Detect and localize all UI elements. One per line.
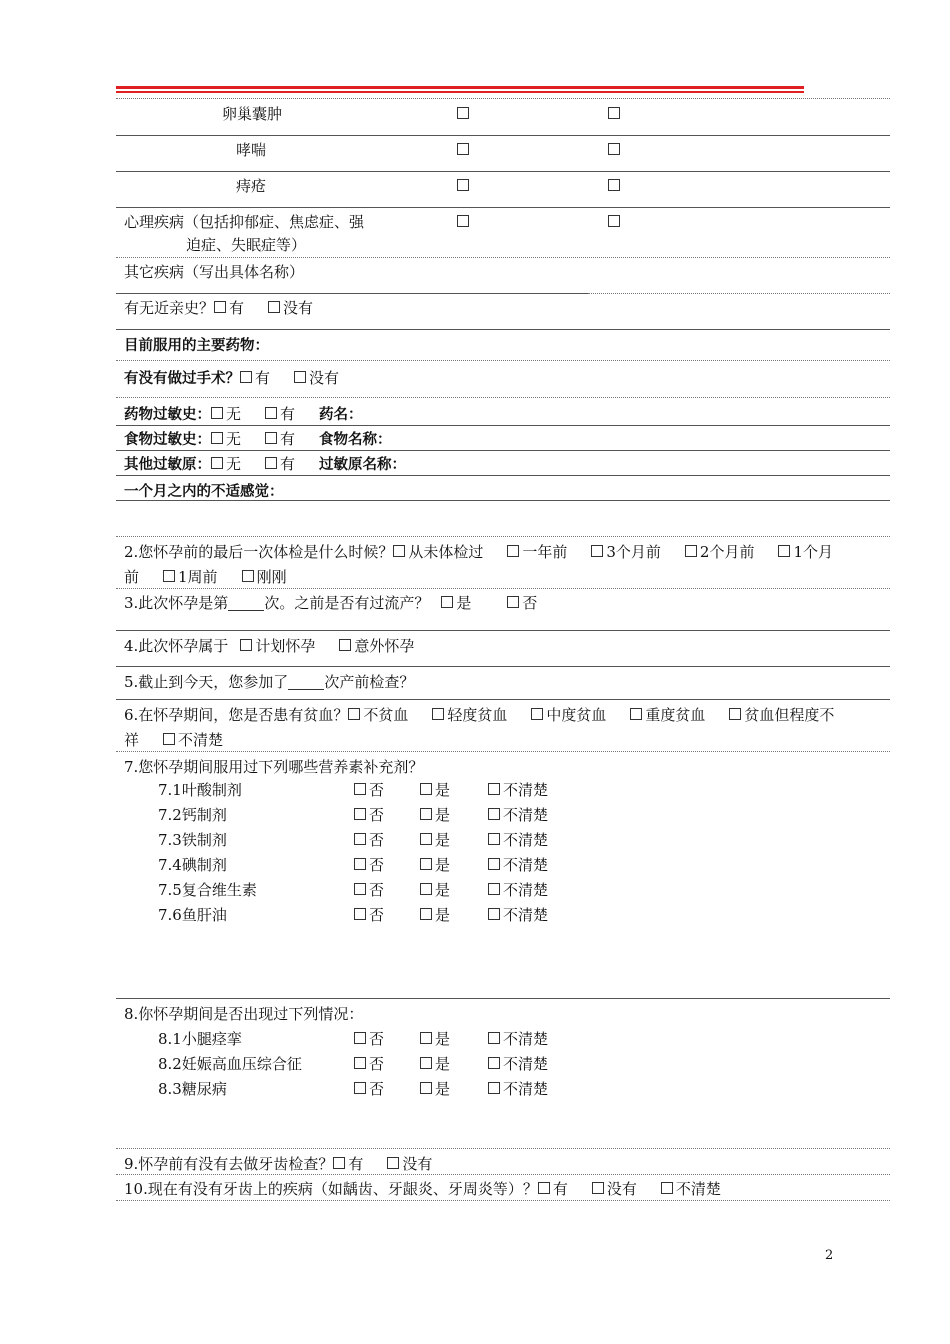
checkbox[interactable] — [265, 432, 277, 444]
allergy-row — [124, 428, 392, 449]
row-divider — [116, 699, 890, 700]
checkbox[interactable] — [507, 545, 519, 557]
question-text: 2.您怀孕前的最后一次体检是什么时候？ — [124, 543, 394, 561]
question-text: 5.截止到今天，您参加了 — [124, 673, 289, 691]
checkbox[interactable] — [211, 407, 223, 419]
medication-label: 目前服用的主要药物： — [124, 338, 269, 354]
disease-name: 心理疾病（包括抑郁症、焦虑症、强 — [124, 213, 365, 231]
option-label: 否 — [369, 1055, 385, 1073]
question-4 — [124, 635, 414, 656]
surgery-label: 有没有做过手术？ — [124, 371, 240, 387]
checkbox[interactable] — [538, 1182, 550, 1194]
option-label: 不清楚 — [503, 1030, 549, 1048]
checkbox[interactable] — [265, 457, 277, 469]
option-label: 有 — [280, 430, 296, 448]
row-divider — [116, 751, 890, 752]
option-label: 不清楚 — [178, 731, 224, 749]
option-label: 不清楚 — [503, 831, 549, 849]
answer-option[interactable] — [488, 804, 548, 825]
answer-option[interactable] — [354, 1053, 384, 1074]
row-divider — [116, 397, 890, 398]
answer-option[interactable] — [420, 879, 450, 900]
option-label: 没有 — [402, 1155, 433, 1173]
row-divider — [116, 588, 890, 589]
consanguinity-label: 有无近亲史？ — [124, 299, 215, 317]
question-text: 6.在怀孕期间，您是否患有贫血？ — [124, 706, 349, 724]
checkbox[interactable] — [488, 858, 500, 870]
option-label: 否 — [369, 781, 385, 799]
checkbox[interactable] — [729, 708, 741, 720]
allergy-label: 食物过敏史： — [124, 432, 211, 448]
answer-option[interactable] — [488, 1028, 548, 1049]
option-label: 否 — [369, 856, 385, 874]
question-text: 祥 — [124, 731, 140, 749]
question-text: 9.怀孕前有没有去做牙齿检查？ — [124, 1155, 334, 1173]
option-label: 否 — [369, 1030, 385, 1048]
page-number: 2 — [825, 1248, 834, 1263]
consanguinity-row — [124, 297, 313, 318]
checkbox[interactable] — [778, 545, 790, 557]
option-label: 有 — [255, 369, 271, 387]
option-label: 无 — [226, 430, 242, 448]
checkbox[interactable] — [441, 596, 453, 608]
item-label: 8.3糖尿病 — [158, 1080, 227, 1098]
option-label: 中度贫血 — [546, 706, 607, 724]
checkbox[interactable] — [354, 783, 366, 795]
answer-option[interactable] — [420, 1053, 450, 1074]
question-8-text: 8.你怀孕期间是否出现过下列情况： — [124, 1005, 364, 1023]
option-label: 是 — [435, 1080, 451, 1098]
option-label: 刚刚 — [256, 568, 287, 586]
row-divider — [116, 171, 890, 172]
option-label: 2个月前 — [699, 543, 755, 561]
answer-option[interactable] — [488, 1078, 548, 1099]
checkbox[interactable] — [354, 858, 366, 870]
option-label: 是 — [435, 906, 451, 924]
option-label: 有 — [280, 455, 296, 473]
option-label: 没有 — [606, 1180, 637, 1198]
checkbox[interactable] — [608, 143, 620, 155]
question-9 — [124, 1153, 432, 1174]
checkbox[interactable] — [240, 371, 252, 383]
checkbox[interactable] — [608, 215, 620, 227]
question-2-line2 — [124, 566, 287, 587]
checkbox[interactable] — [457, 179, 469, 191]
checkbox[interactable] — [420, 808, 432, 820]
option-label: 重度贫血 — [645, 706, 706, 724]
checkbox[interactable] — [354, 1082, 366, 1094]
option-label: 计划怀孕 — [255, 637, 316, 655]
row-divider — [116, 666, 890, 667]
option-label: 是 — [456, 594, 472, 612]
allergy-label: 药物过敏史： — [124, 407, 211, 423]
checkbox[interactable] — [163, 570, 175, 582]
answer-option[interactable] — [420, 1078, 450, 1099]
checkbox[interactable] — [393, 545, 405, 557]
option-label: 否 — [369, 831, 385, 849]
option-label: 否 — [369, 906, 385, 924]
checkbox[interactable] — [432, 708, 444, 720]
checkbox[interactable] — [488, 908, 500, 920]
checkbox[interactable] — [294, 371, 306, 383]
row-divider — [116, 998, 890, 999]
checkbox[interactable] — [420, 1082, 432, 1094]
header-rule-thick — [116, 86, 804, 89]
answer-option[interactable] — [488, 1053, 548, 1074]
disease-name: 卵巢囊肿 — [222, 105, 283, 123]
answer-option[interactable] — [420, 904, 450, 925]
option-label: 从未体检过 — [408, 543, 484, 561]
row-divider — [116, 1200, 890, 1201]
checkbox[interactable] — [420, 883, 432, 895]
question-text: 前 — [124, 568, 140, 586]
answer-option[interactable] — [354, 829, 384, 850]
option-label: 是 — [435, 1030, 451, 1048]
allergy-name-label: 药名： — [319, 407, 363, 423]
answer-option[interactable] — [420, 1028, 450, 1049]
question-6 — [124, 704, 834, 725]
disease-name: 痔疮 — [236, 177, 267, 195]
checkbox[interactable] — [214, 301, 226, 313]
option-label: 是 — [435, 781, 451, 799]
option-label: 是 — [435, 831, 451, 849]
checkbox[interactable] — [211, 457, 223, 469]
option-label: 是 — [435, 856, 451, 874]
answer-option[interactable] — [488, 879, 548, 900]
question-text: 次。之前是否有过流产？ — [264, 594, 430, 612]
allergy-name-label: 食物名称： — [319, 432, 392, 448]
option-label: 有 — [280, 405, 296, 423]
option-label: 无 — [226, 455, 242, 473]
answer-option[interactable] — [488, 829, 548, 850]
option-label: 没有 — [283, 299, 314, 317]
discomfort-label: 一个月之内的不适感觉： — [124, 484, 284, 500]
checkbox[interactable] — [354, 808, 366, 820]
row-divider — [116, 425, 890, 426]
checkbox[interactable] — [420, 908, 432, 920]
option-label: 不清楚 — [503, 856, 549, 874]
checkbox[interactable] — [163, 733, 175, 745]
row-divider — [116, 536, 890, 537]
disease-name: 哮喘 — [236, 141, 267, 159]
answer-option[interactable] — [420, 779, 450, 800]
option-label: 否 — [522, 594, 538, 612]
option-label: 有 — [348, 1155, 364, 1173]
checkbox[interactable] — [420, 858, 432, 870]
question-2 — [124, 541, 833, 562]
item-label: 7.5复合维生素 — [158, 881, 257, 899]
row-divider — [116, 450, 890, 451]
checkbox[interactable] — [420, 783, 432, 795]
question-5 — [124, 671, 414, 692]
allergy-row — [124, 403, 363, 424]
surgery-row — [124, 367, 339, 388]
allergy-row — [124, 453, 406, 474]
option-label: 轻度贫血 — [447, 706, 508, 724]
row-divider — [116, 135, 890, 136]
checkbox[interactable] — [420, 1032, 432, 1044]
answer-option[interactable] — [488, 854, 548, 875]
option-label: 不清楚 — [503, 881, 549, 899]
checkbox[interactable] — [457, 107, 469, 119]
option-label: 否 — [369, 1080, 385, 1098]
item-label: 7.2钙制剂 — [158, 806, 227, 824]
answer-option[interactable] — [420, 854, 450, 875]
checkbox[interactable] — [630, 708, 642, 720]
option-label: 是 — [435, 1055, 451, 1073]
checkbox[interactable] — [387, 1157, 399, 1169]
answer-option[interactable] — [420, 829, 450, 850]
count-blank[interactable] — [228, 596, 264, 611]
answer-option[interactable] — [354, 779, 384, 800]
checkbox[interactable] — [354, 833, 366, 845]
option-label: 不清楚 — [503, 781, 549, 799]
row-divider — [116, 98, 890, 99]
option-label: 一年前 — [522, 543, 568, 561]
checkbox[interactable] — [591, 545, 603, 557]
option-label: 不清楚 — [675, 1180, 721, 1198]
row-divider — [116, 630, 890, 631]
option-label: 不贫血 — [363, 706, 409, 724]
answer-option[interactable] — [488, 904, 548, 925]
count-blank[interactable] — [288, 675, 324, 690]
question-7-text: 7.您怀孕期间服用过下列哪些营养素补充剂？ — [124, 758, 424, 776]
answer-option[interactable] — [354, 854, 384, 875]
other-disease-underline — [116, 293, 588, 294]
question-6-line2 — [124, 729, 223, 750]
answer-option[interactable] — [420, 804, 450, 825]
question-text: 10.现在有没有牙齿上的疾病（如龋齿、牙龈炎、牙周炎等）？ — [124, 1180, 538, 1198]
checkbox[interactable] — [488, 808, 500, 820]
item-label: 7.6鱼肝油 — [158, 906, 227, 924]
option-label: 是 — [435, 881, 451, 899]
option-label: 否 — [369, 806, 385, 824]
checkbox[interactable] — [420, 833, 432, 845]
checkbox[interactable] — [457, 215, 469, 227]
question-3 — [124, 592, 537, 613]
checkbox[interactable] — [420, 1057, 432, 1069]
checkbox[interactable] — [488, 1057, 500, 1069]
option-label: 无 — [226, 405, 242, 423]
option-label: 不清楚 — [503, 806, 549, 824]
checkbox[interactable] — [507, 596, 519, 608]
row-divider — [116, 257, 890, 258]
row-divider — [588, 293, 890, 294]
option-label: 否 — [369, 881, 385, 899]
disease-name: 迫症、失眠症等） — [186, 236, 307, 254]
checkbox[interactable] — [608, 179, 620, 191]
answer-option[interactable] — [354, 1028, 384, 1049]
question-text: 4.此次怀孕属于 — [124, 637, 229, 655]
option-label: 3个月前 — [606, 543, 661, 561]
answer-option[interactable] — [354, 904, 384, 925]
checkbox[interactable] — [661, 1182, 673, 1194]
option-label: 1周前 — [178, 568, 218, 586]
checkbox[interactable] — [488, 883, 500, 895]
question-10 — [124, 1178, 721, 1199]
row-divider — [116, 329, 890, 330]
header-rule-thin — [116, 91, 804, 93]
item-label: 8.1小腿痉挛 — [158, 1030, 242, 1048]
row-divider — [116, 207, 890, 208]
option-label: 意外怀孕 — [354, 637, 415, 655]
option-label: 不清楚 — [503, 1080, 549, 1098]
option-label: 是 — [435, 806, 451, 824]
allergy-label: 其他过敏原： — [124, 457, 211, 473]
checkbox[interactable] — [488, 1032, 500, 1044]
checkbox[interactable] — [265, 407, 277, 419]
answer-option[interactable] — [354, 879, 384, 900]
checkbox[interactable] — [354, 908, 366, 920]
row-divider — [116, 1174, 890, 1175]
option-label: 不清楚 — [503, 1055, 549, 1073]
option-label: 有 — [229, 299, 245, 317]
option-label: 不清楚 — [503, 906, 549, 924]
checkbox[interactable] — [348, 708, 360, 720]
checkbox[interactable] — [354, 883, 366, 895]
answer-option[interactable] — [354, 1078, 384, 1099]
checkbox[interactable] — [488, 783, 500, 795]
item-label: 7.1叶酸制剂 — [158, 781, 242, 799]
checkbox[interactable] — [339, 639, 351, 651]
checkbox[interactable] — [268, 301, 280, 313]
row-divider — [116, 360, 890, 361]
item-label: 7.4碘制剂 — [158, 856, 227, 874]
row-divider — [116, 1148, 890, 1149]
answer-option[interactable] — [488, 779, 548, 800]
checkbox[interactable] — [211, 432, 223, 444]
option-label: 没有 — [309, 369, 340, 387]
checkbox[interactable] — [333, 1157, 345, 1169]
question-text: 3.此次怀孕是第 — [124, 594, 229, 612]
checkbox[interactable] — [354, 1057, 366, 1069]
row-divider — [116, 475, 890, 476]
checkbox[interactable] — [457, 143, 469, 155]
checkbox[interactable] — [531, 708, 543, 720]
checkbox[interactable] — [488, 1082, 500, 1094]
checkbox[interactable] — [608, 107, 620, 119]
checkbox[interactable] — [592, 1182, 604, 1194]
item-label: 8.2妊娠高血压综合征 — [158, 1055, 302, 1073]
checkbox[interactable] — [242, 570, 254, 582]
checkbox[interactable] — [354, 1032, 366, 1044]
checkbox[interactable] — [240, 639, 252, 651]
option-label: 有 — [552, 1180, 568, 1198]
other-disease-label: 其它疾病（写出具体名称） — [124, 263, 305, 281]
checkbox[interactable] — [685, 545, 697, 557]
question-text: 次产前检查？ — [324, 673, 415, 691]
option-label: 贫血但程度不 — [744, 706, 835, 724]
allergy-name-label: 过敏原名称： — [319, 457, 407, 473]
item-label: 7.3铁制剂 — [158, 831, 227, 849]
checkbox[interactable] — [488, 833, 500, 845]
answer-option[interactable] — [354, 804, 384, 825]
option-label: 1个月 — [793, 543, 833, 561]
